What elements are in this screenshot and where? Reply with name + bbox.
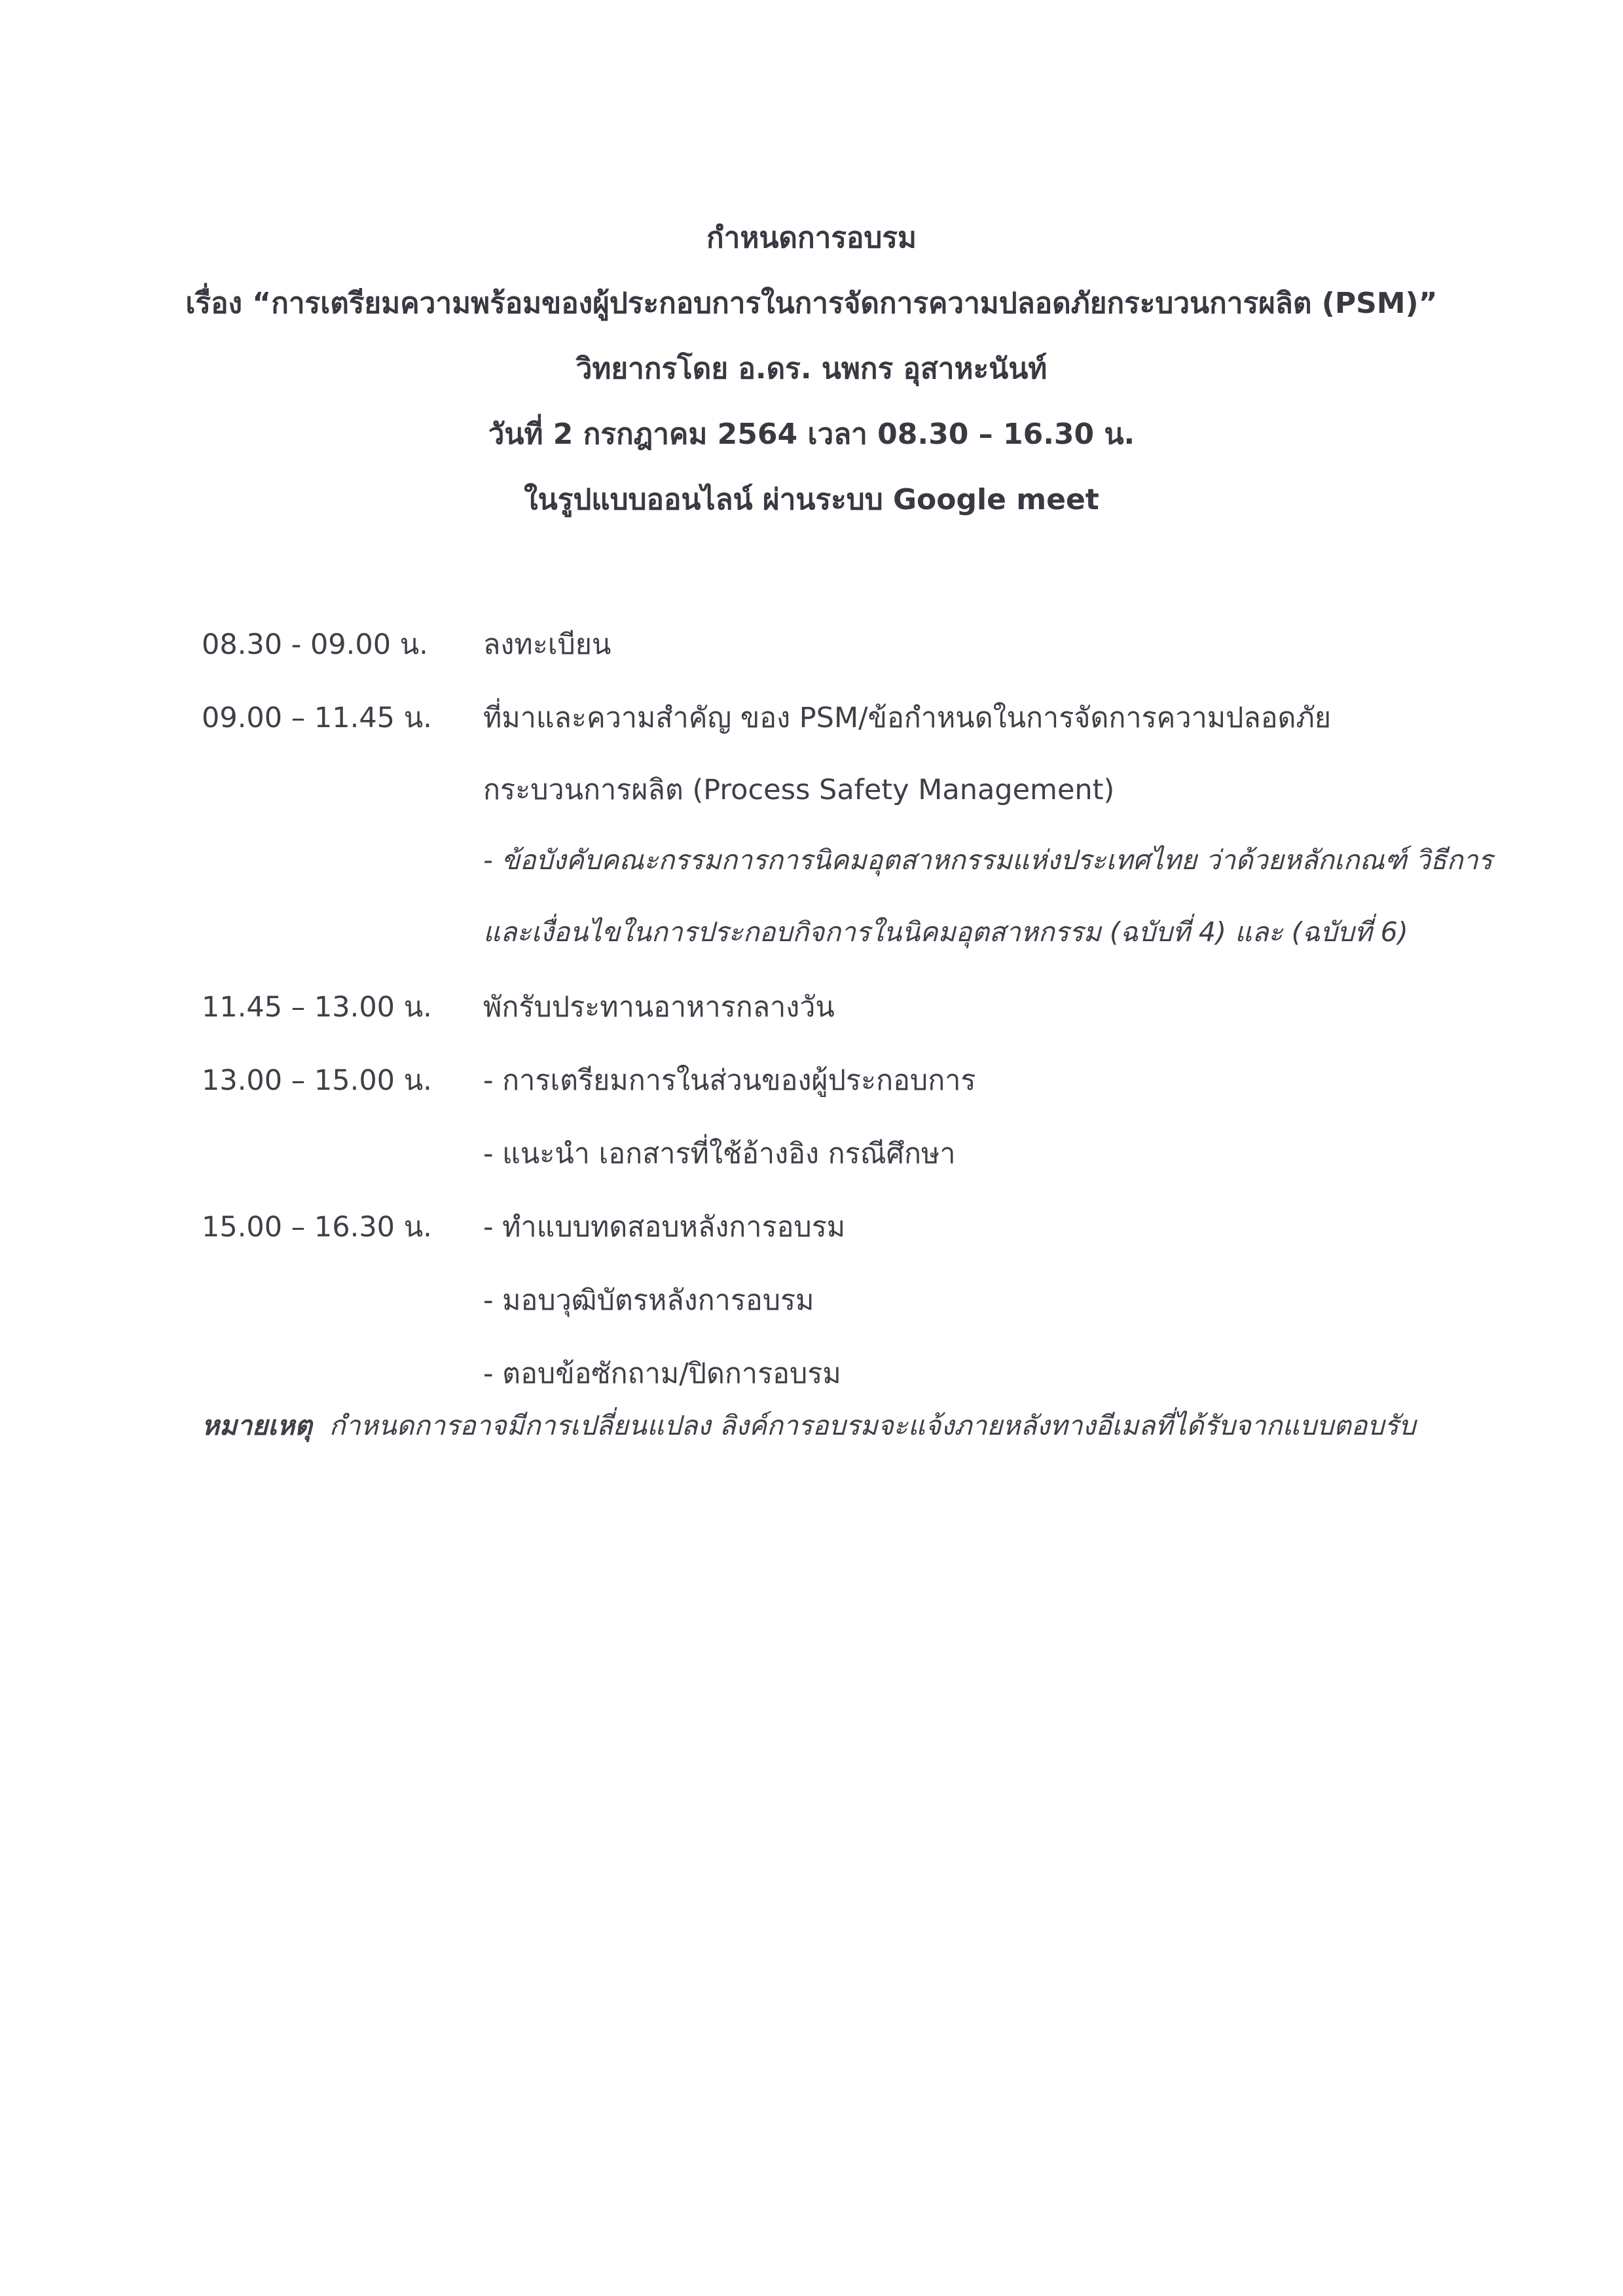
schedule-row <box>0 1351 1623 1390</box>
schedule-time: 13.00 – 15.00 น. <box>202 1064 432 1097</box>
schedule-item: และเงื่อนไขในการประกอบกิจการในนิคมอุตสาหกรรม (ฉบับที่ 4) และ (ฉบับที่ 6) <box>483 916 1408 948</box>
schedule-time: 09.00 – 11.45 น. <box>202 702 432 734</box>
schedule-row <box>0 911 1623 950</box>
schedule-item: ลงทะเบียน <box>483 628 611 661</box>
schedule-item: - ทำแบบทดสอบหลังการอบรม <box>483 1211 846 1244</box>
schedule-row <box>0 695 1623 734</box>
schedule-time: 15.00 – 16.30 น. <box>202 1211 432 1244</box>
schedule-row <box>0 1204 1623 1244</box>
footnote-text: กำหนดการอาจมีการเปลี่ยนแปลง ลิงค์การอบรมจะแจ้งภายหลังทางอีเมลที่ได้รับจากแบบตอบรับ <box>329 1410 1416 1441</box>
footnote-label: หมายเหตุ <box>202 1410 312 1441</box>
schedule-item: กระบวนการผลิต (Process Safety Management) <box>483 774 1115 806</box>
schedule-row <box>0 1278 1623 1317</box>
schedule-row <box>0 1131 1623 1170</box>
schedule-item: - ข้อบังคับคณะกรรมการการนิคมอุตสาหกรรมแห่งประเทศไทย ว่าด้วยหลักเกณฑ์ วิธีการ <box>483 844 1493 876</box>
date-time-line: วันที่ 2 กรกฎาคม 2564 เวลา 08.30 – 16.30 น. <box>488 418 1135 451</box>
schedule-time: 11.45 – 13.00 น. <box>202 991 432 1024</box>
schedule-item: - การเตรียมการในส่วนของผู้ประกอบการ <box>483 1064 976 1097</box>
schedule-time: 08.30 - 09.00 น. <box>202 628 428 661</box>
schedule-item: - ตอบข้อซักถาม/ปิดการอบรม <box>483 1357 841 1390</box>
schedule-row <box>0 1058 1623 1097</box>
schedule-item: ที่มาและความสำคัญ ของ PSM/ข้อกำหนดในการจัดการความปลอดภัย <box>483 702 1332 734</box>
schedule-item: พักรับประทานอาหารกลางวัน <box>483 991 835 1024</box>
schedule-item: - มอบวุฒิบัตรหลังการอบรม <box>483 1284 814 1317</box>
footnote <box>202 1405 1415 1447</box>
schedule-row <box>0 767 1623 806</box>
schedule-row <box>0 839 1623 878</box>
document-title: กำหนดการอบรม <box>706 221 917 255</box>
format-line: ในรูปแบบออนไลน์ ผ่านระบบ Google meet <box>524 483 1099 516</box>
schedule-item: - แนะนำ เอกสารที่ใช้อ้างอิง กรณีศึกษา <box>483 1138 956 1170</box>
schedule-row <box>0 622 1623 661</box>
schedule-row <box>0 984 1623 1024</box>
speaker-line: วิทยากรโดย อ.ดร. นพกร อุสาหะนันท์ <box>575 352 1048 386</box>
training-topic: เรื่อง “การเตรียมความพร้อมของผู้ประกอบการในการจัดการความปลอดภัยกระบวนการผลิต (PSM)” <box>185 287 1438 320</box>
